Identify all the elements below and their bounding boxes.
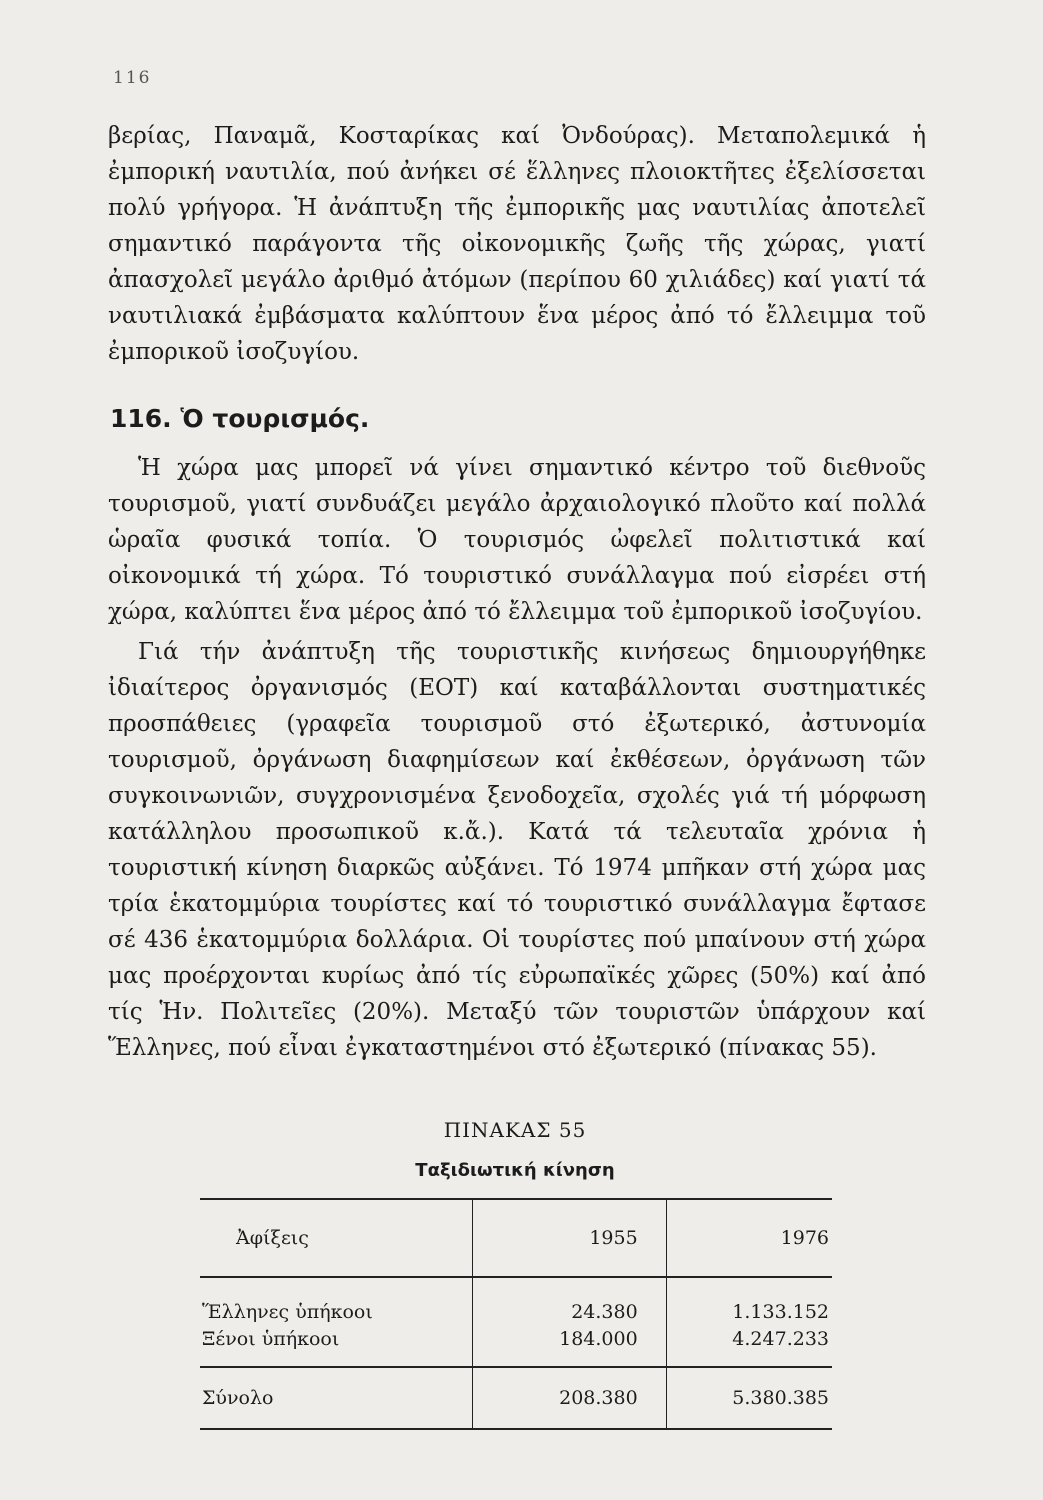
text-block-top xyxy=(108,118,926,370)
table-header-row xyxy=(200,1199,832,1277)
table-total-row xyxy=(200,1367,832,1429)
text-block-tourism xyxy=(108,450,926,1066)
travel-table xyxy=(200,1198,832,1430)
cell-1976: 1.133.152 xyxy=(666,1277,832,1325)
paragraph-tourism-2: Γιά τήν ἀνάπτυξη τῆς τουριστικῆς κινήσεως δημιουργήθηκε ἰδιαίτερος ὀργανισμός (ΕΟΤ) καί καταβάλλονται συστηματικές προσπάθειες (γραφεῖα τουρισμοῦ στό ἐξωτερικό, ἀστυνομία τουρισμοῦ, ὀργάνωση διαφημίσεων καί ἐκθέσεων, ὀργάνωση τῶν συγκοινωνιῶν, συγχρονισμένα ξενοδοχεῖα, σχολές γιά τή μόρφωση κατάλληλου προσωπικοῦ κ.ἄ.). Κατά τά τελευταῖα χρόνια ἡ τουριστική κίνηση διαρκῶς αὐξάνει. Τό 1974 μπῆκαν στή χώρα μας τρία ἑκατομμύρια τουρίστες καί τό τουριστικό συνάλλαγμα ἔφτασε σέ 436 ἑκατομμύρια δολλάρια. Οἱ τουρίστες πού μπαίνουν στή χώρα μας προέρχονται κυρίως ἀπό τίς εὐρωπαϊκές χῶρες (50%) καί ἀπό τίς Ἡν. Πολιτεῖες (20%). Μεταξύ τῶν τουριστῶν ὑπάρχουν καί Ἕλληνες, πού εἶναι ἐγκαταστημένοι στό ἐξωτερικό (πίνακας 55). xyxy=(108,639,926,1061)
row-label: Ξένοι ὑπήκοοι xyxy=(202,1327,340,1350)
total-1955: 208.380 xyxy=(472,1367,666,1429)
header-arrivals: Ἀφίξεις xyxy=(236,1227,309,1249)
table-title: ΠΙΝΑΚΑΣ 55 xyxy=(443,1118,587,1142)
paragraph-continued: βερίας, Παναμᾶ, Κοσταρίκας καί Ὀνδούρας). Μεταπολεμικά ἡ ἐμπορική ναυτιλία, πού ἀνήκει σέ ἕλληνες πλοιοκτῆτες ἐξελίσσεται πολύ γρήγορα. Ἡ ἀνάπτυξη τῆς ἐμπορικῆς μας ναυτιλίας ἀποτελεῖ σημαντικό παράγοντα τῆς οἰκονομικῆς ζωῆς τῆς χώρας, γιατί ἀπασχολεῖ μεγάλο ἀριθμό ἀτόμων (περίπου 60 χιλιάδες) καί γιατί τά ναυτιλιακά ἐμβάσματα καλύπτουν ἕνα μέρος ἀπό τό ἔλλειμμα τοῦ ἐμπορικοῦ ἰσοζυγίου. xyxy=(108,123,926,365)
cell-1955: 24.380 xyxy=(472,1277,666,1325)
page-number: 116 xyxy=(113,68,152,88)
cell-1955: 184.000 xyxy=(472,1325,666,1367)
section-heading: 116. Ὁ τουρισμός. xyxy=(110,404,370,433)
cell-1976: 4.247.233 xyxy=(666,1325,832,1367)
table-subtitle: Ταξιδιωτική κίνηση xyxy=(415,1160,615,1181)
paragraph-tourism-1: Ἡ χώρα μας μπορεῖ νά γίνει σημαντικό κέντρο τοῦ διεθνοῦς τουρισμοῦ, γιατί συνδυάζει μεγάλο ἀρχαιολογικό πλοῦτο καί πολλά ὡραῖα φυσικά τοπία. Ὁ τουρισμός ὠφελεῖ πολιτιστικά καί οἰκονομικά τή χώρα. Τό τουριστικό συνάλλαγμα πού εἰσρέει στή χώρα, καλύπτει ἕνα μέρος ἀπό τό ἔλλειμμα τοῦ ἐμπορικοῦ ἰσοζυγίου. xyxy=(108,455,926,625)
table-row xyxy=(200,1277,832,1325)
total-1976: 5.380.385 xyxy=(666,1367,832,1429)
row-label: Ἕλληνες ὑπήκοοι xyxy=(202,1300,373,1323)
header-1976: 1976 xyxy=(666,1199,832,1277)
header-1955: 1955 xyxy=(472,1199,666,1277)
table-row xyxy=(200,1325,832,1367)
total-label: Σύνολο xyxy=(202,1387,274,1409)
